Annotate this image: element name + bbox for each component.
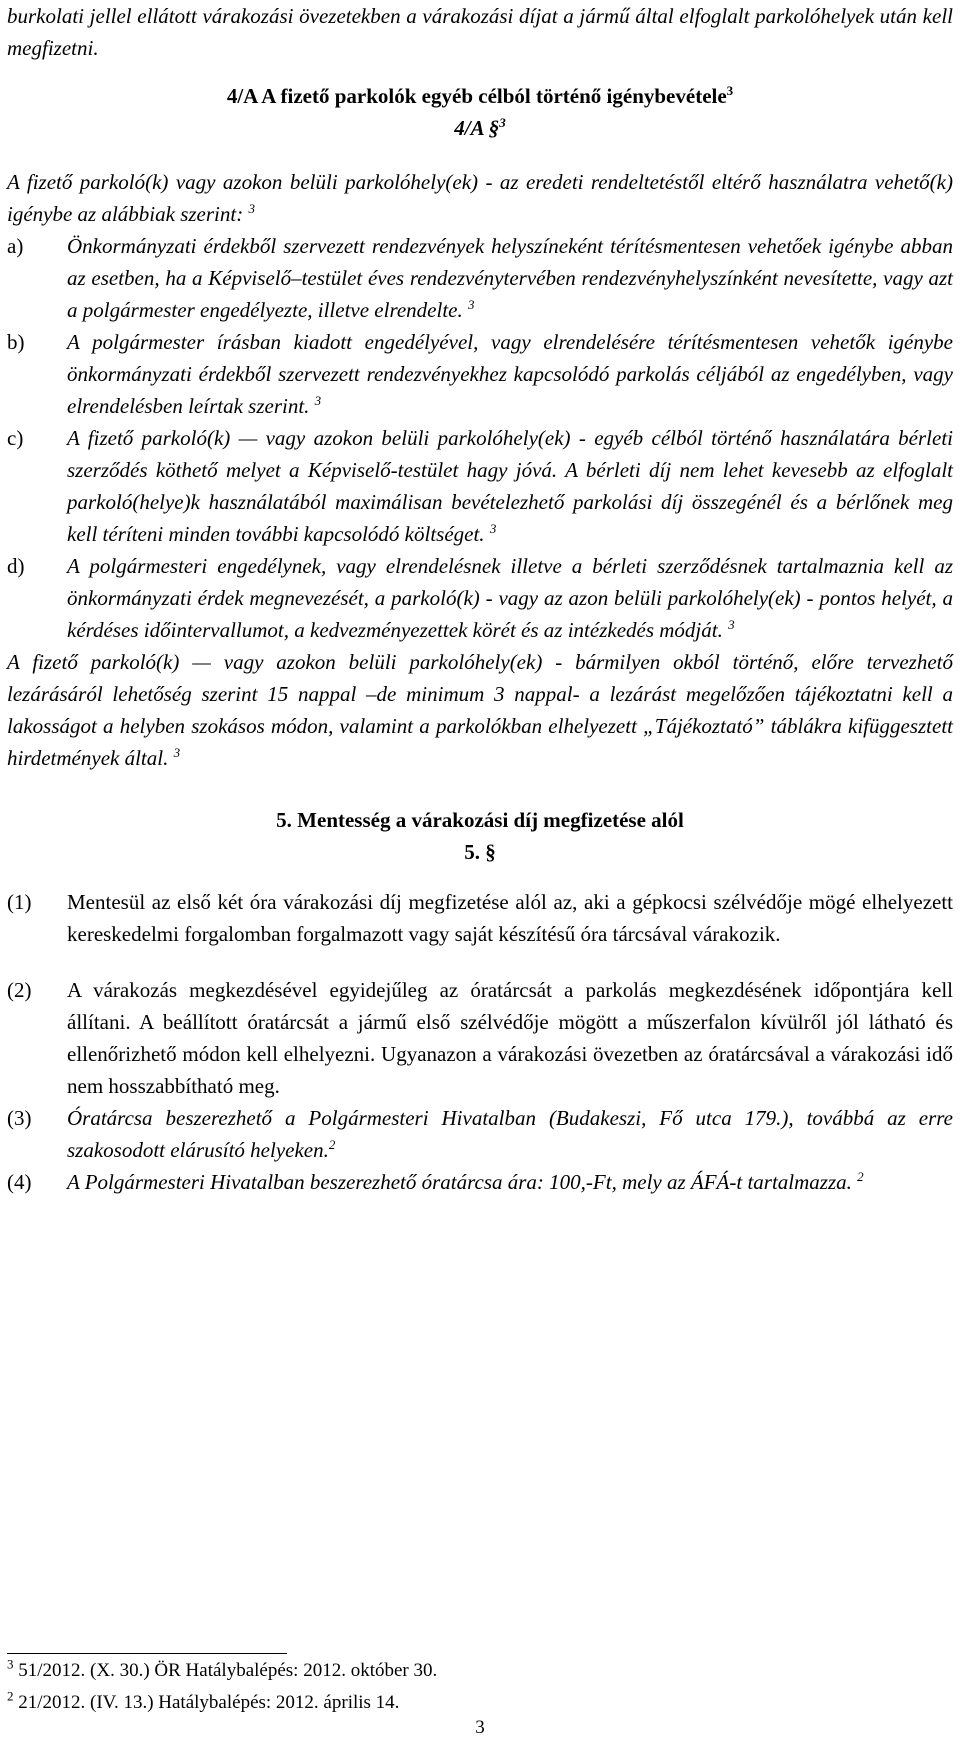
list-item-c: c) A fizető parkoló(k) — vagy azokon belüli parkolóhely(ek) - egyéb célból történő használatára bérleti szerződés köthető melyet a Képviselő-testület hagy jóvá. A bérleti díj nem lehet kevesebb az elfoglalt parkoló(helye)k használatából maximálisan bevételezhető parkolási díj összegénél és a bérlőnek meg kell téríteni minden további kapcsolódó költséget. $^3$ [7, 426, 953, 546]
list-item-a: a) Önkormányzati érdekből szervezett rendezvények helyszíneként térítésmentesen vehetőek igénybe abban az esetben, ha a Képviselő–testület éves rendezvénytervében rendezvényhelyszínként nevesítette, vagy azt a polgármester engedélyezte, illetve elrendelte. $^3$ [7, 234, 953, 322]
page-number: 3 [475, 1717, 485, 1738]
section-4a-paragraph-sign: 4/A §$^3$ [454, 115, 506, 140]
intro-paragraph: burkolati jellel ellátott várakozási övezetekben a várakozási díjat a jármű által elfoglalt parkolóhelyek után kell megfizetni. [7, 4, 953, 60]
footnotes [7, 1655, 437, 1719]
section-4a-closing: A fizető parkoló(k) — vagy azokon belüli parkolóhely(ek) - bármilyen okból történő, előre tervezhető lezárásáról lehetőség szerint 15 nappal –de minimum 3 nappal- a lezárást megelőzően tájékoztatni kell a lakosságot a helyben szokásos módon, valamint a parkolókban elhelyezett „Tájékoztató” táblákra kifüggesztett hirdetmények által. $^3$ [7, 650, 953, 770]
list-item-d: d) A polgármesteri engedélynek, vagy elrendelésnek illetve a bérleti szerződésnek tartalmaznia kell az önkormányzati érdek megnevezését, a parkoló(k) - vagy az azon belüli parkolóhely(ek) - pontos helyét, a kérdéses időintervallumot, a kedvezményezettek körét és az intézkedés módját. $^3$ [7, 554, 953, 642]
section-5-item-4: (4) A Polgármesteri Hivatalban beszerezhető óratárcsa ára: 100,-Ft, mely az ÁFÁ-t tartalmazza. $^2$ [7, 1169, 864, 1194]
section-5-paragraph-sign: 5. § [464, 840, 496, 864]
footnote-3: $^3$ 51/2012. (X. 30.) ÖR Hatálybalépés: 2012. október 30. [7, 1656, 438, 1681]
section-5-item-2: (2) A várakozás megkezdésével egyidejűleg az óratárcsát a parkolás megkezdésének időpontjára kell állítani. A beállított óratárcsát a jármű első szélvédője mögött a műszerfalon kívülről jól látható és ellenőrizhető módon kell elhelyezni. Ugyanazon a várakozási övezetben az óratárcsával a várakozási idő nem hosszabbítható meg. [7, 978, 953, 1098]
section-5-title: 5. Mentesség a várakozási díj megfizetése alól [276, 808, 684, 832]
footnote-2: $^2$ 21/2012. (IV. 13.) Hatálybalépés: 2012. április 14. [7, 1688, 400, 1713]
section-5-item-1: (1) Mentesül az első két óra várakozási díj megfizetése alól az, aki a gépkocsi szélvédője mögé elhelyezett kereskedelmi forgalomban forgalmazott vagy saját készítésű óra tárcsával várakozik. [7, 890, 953, 946]
section-4a-title: 4/A A fizető parkolók egyéb célból történő igénybevétele$^3$ [226, 83, 734, 108]
list-item-b: b) A polgármester írásban kiadott engedélyével, vagy elrendelésére térítésmentesen vehetők igénybe önkormányzati érdekből szervezett rendezvényekhez kapcsolódó parkolás céljából az engedélyben, vagy elrendelésben leírtak szerint. $^3$ [7, 330, 953, 418]
section-4a-lead: A fizető parkoló(k) vagy azokon belüli parkolóhely(ek) - az eredeti rendeltetéstől eltérő használatra vehető(k) igénybe az alábbiak szerint: $^3$ [7, 170, 953, 226]
section-5-item-3: (3) Óratárcsa beszerezhető a Polgármesteri Hivatalban (Budakeszi, Fő utca 179.), továbbá az erre szakosodott elárusító helyeken.$^2$ [7, 1106, 953, 1162]
footnote-separator [7, 1653, 287, 1654]
